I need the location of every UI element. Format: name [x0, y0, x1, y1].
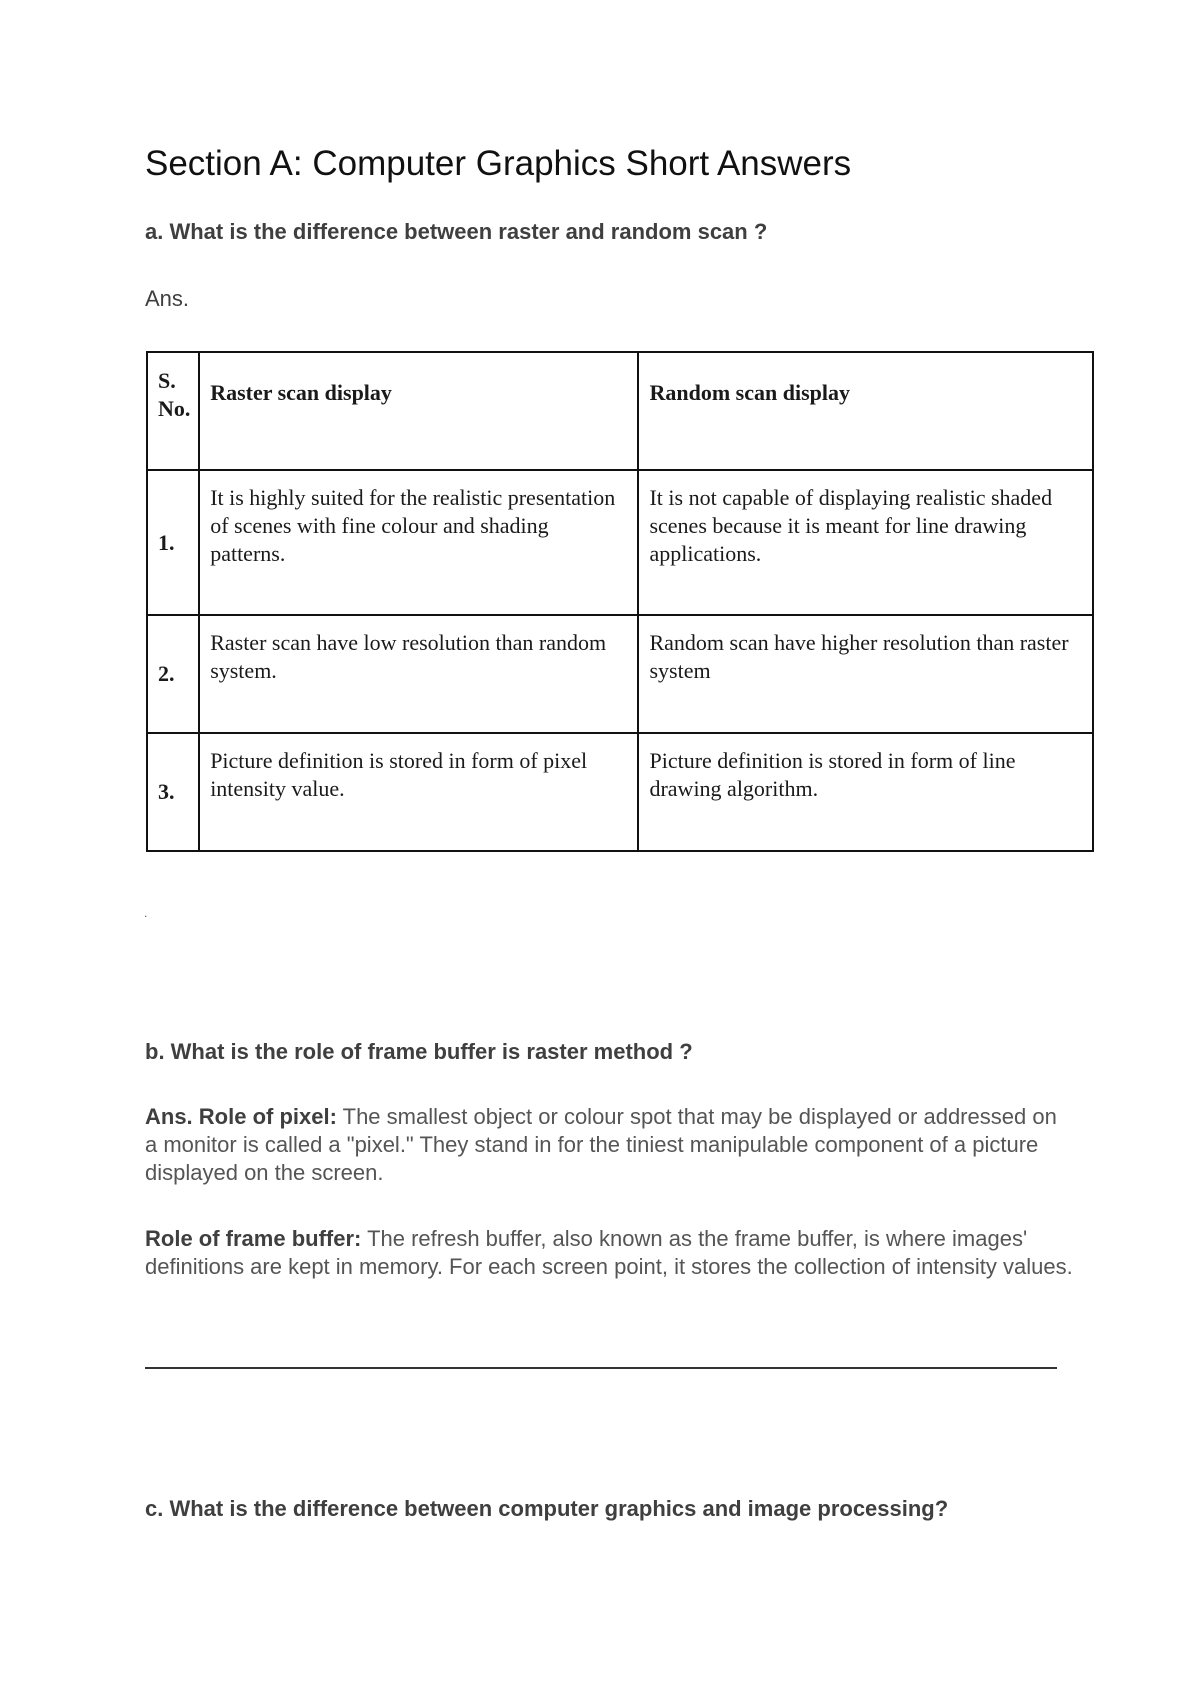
table-row	[147, 733, 1093, 851]
row-1-sno: 1.	[147, 470, 199, 615]
frame-text: The refresh buffer, also known as the frame buffer, is where images' definitions are kept in memory. For each screen point, it stores the collection of intensity values.	[145, 1226, 1073, 1279]
row-3-random: Picture definition is stored in form of line drawing algorithm.	[638, 733, 1093, 851]
answer-a-label: Ans.	[145, 286, 190, 311]
header-sno: S. No.	[147, 352, 199, 470]
table-row	[147, 615, 1093, 733]
question-c: c. What is the difference between computer graphics and image processing?	[145, 1496, 949, 1521]
row-1-random: It is not capable of displaying realistic shaded scenes because it is meant for line drawing applications.	[638, 470, 1093, 615]
pixel-label: Ans. Role of pixel:	[145, 1104, 337, 1129]
answer-b-frame-paragraph	[145, 1225, 1075, 1281]
page-title: Section A: Computer Graphics Short Answers	[145, 144, 852, 183]
stray-mark: .	[144, 906, 148, 920]
horizontal-divider	[145, 1367, 1057, 1369]
row-2-raster: Raster scan have low resolution than random system.	[199, 615, 638, 733]
table-header-row	[147, 352, 1093, 470]
row-1-raster: It is highly suited for the realistic presentation of scenes with fine colour and shading patterns.	[199, 470, 638, 615]
header-raster: Raster scan display	[199, 352, 638, 470]
question-a: a. What is the difference between raster and random scan ?	[145, 219, 768, 244]
row-3-sno: 3.	[147, 733, 199, 851]
row-2-random: Random scan have higher resolution than raster system	[638, 615, 1093, 733]
row-3-raster: Picture definition is stored in form of pixel intensity value.	[199, 733, 638, 851]
comparison-table	[146, 351, 1094, 852]
answer-b-pixel-paragraph	[145, 1103, 1075, 1187]
question-b: b. What is the role of frame buffer is raster method ?	[145, 1039, 693, 1064]
table-row	[147, 470, 1093, 615]
header-random: Random scan display	[638, 352, 1093, 470]
frame-label: Role of frame buffer:	[145, 1226, 362, 1251]
row-2-sno: 2.	[147, 615, 199, 733]
pixel-text: The smallest object or colour spot that may be displayed or addressed on a monitor is called a "pixel." They stand in for the tiniest manipulable component of a picture displayed on the screen.	[145, 1104, 1057, 1185]
